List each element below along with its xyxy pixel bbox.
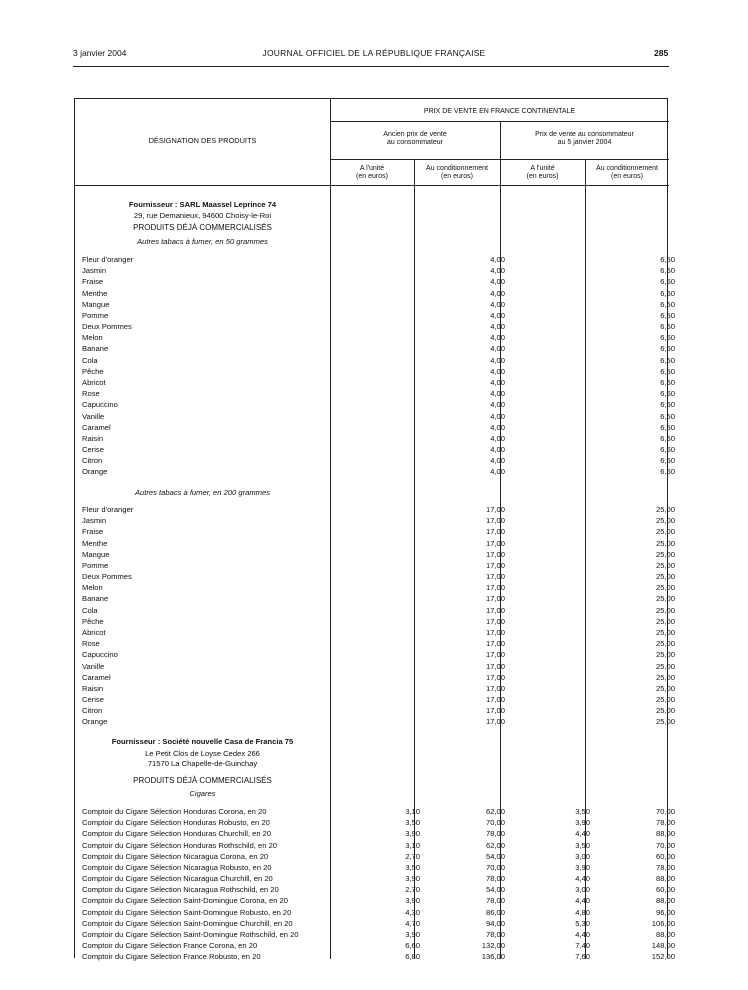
new-unit-price: 3,90	[575, 862, 590, 872]
old-package-price: 78,00	[485, 896, 505, 906]
old-unit-price: 6,60	[405, 941, 420, 951]
col-unite-line2: (en euros)	[356, 173, 388, 180]
table-row	[80, 907, 675, 918]
table-row	[80, 672, 675, 683]
new-package-price: 6,50	[660, 433, 675, 443]
product-status: PRODUITS DÉJÀ COMMERCIALISÉS	[133, 223, 272, 232]
header-divider	[330, 121, 669, 122]
old-package-price: 4,00	[490, 255, 505, 264]
old-package-price: 17,00	[485, 505, 505, 514]
product-designation: Mangue	[82, 549, 324, 560]
product-designation: Comptoir du Cigare Sélection Saint-Domingue Churchill, en 20	[82, 918, 324, 929]
old-unit-price: 3,50	[405, 862, 420, 872]
new-package-price: 25,00	[655, 549, 675, 559]
table-row	[80, 929, 675, 940]
table-row	[80, 683, 675, 694]
old-package-price: 4,00	[490, 344, 505, 354]
product-designation: Comptoir du Cigare Sélection Nicaragua Rothschild, en 20	[82, 884, 324, 895]
old-package-price: 4,00	[490, 400, 505, 410]
product-designation: Comptoir du Cigare Sélection France Corona, en 20	[82, 940, 324, 951]
new-package-price: 25,00	[655, 538, 675, 548]
table-row	[80, 817, 675, 828]
table-row	[80, 649, 675, 660]
old-package-price: 4,00	[490, 467, 505, 477]
table-row	[80, 884, 675, 895]
old-unit-price: 2,70	[405, 851, 420, 861]
product-designation: Fraise	[82, 276, 324, 287]
product-designation: Citron	[82, 705, 324, 716]
product-designation: Melon	[82, 332, 324, 343]
col-unite-ancien	[330, 165, 414, 181]
col-cond-line2: (en euros)	[441, 173, 473, 180]
issue-date: 3 janvier 2004	[73, 48, 127, 58]
table-row	[80, 840, 675, 851]
table-row	[80, 433, 675, 444]
new-package-price: 6,50	[660, 310, 675, 320]
product-designation: Jasmin	[82, 265, 324, 276]
table-row	[80, 444, 675, 455]
journal-title: JOURNAL OFFICIEL DE LA RÉPUBLIQUE FRANÇAISE	[262, 48, 486, 58]
new-package-price: 6,50	[660, 456, 675, 466]
new-package-price: 25,00	[655, 683, 675, 693]
old-package-price: 86,00	[485, 907, 505, 917]
table-row	[80, 705, 675, 716]
new-package-price: 25,00	[655, 505, 675, 514]
col-ancien-line1: Ancien prix de vente	[383, 131, 447, 138]
product-designation: Pomme	[82, 310, 324, 321]
new-unit-price: 4,40	[575, 829, 590, 839]
new-package-price: 148,00	[651, 941, 675, 951]
new-package-price: 6,50	[660, 277, 675, 287]
table-row	[80, 862, 675, 873]
table-row	[80, 254, 675, 265]
product-designation: Comptoir du Cigare Sélection Saint-Domingue Robusto, en 20	[82, 907, 324, 918]
old-package-price: 17,00	[485, 594, 505, 604]
table-row	[80, 571, 675, 582]
old-package-price: 17,00	[485, 650, 505, 660]
old-package-price: 17,00	[485, 661, 505, 671]
new-package-price: 60,00	[655, 851, 675, 861]
table-row	[80, 399, 675, 410]
product-designation: Vanille	[82, 661, 324, 672]
col-unite-line2: (en euros)	[526, 173, 559, 180]
table-row	[80, 288, 675, 299]
new-package-price: 88,00	[655, 829, 675, 839]
old-package-price: 136,00	[481, 952, 505, 962]
col-prix-vente: PRIX DE VENTE EN FRANCE CONTINENTALE	[423, 108, 576, 115]
table-row	[80, 851, 675, 862]
table-row	[80, 343, 675, 354]
old-package-price: 4,00	[490, 456, 505, 466]
product-designation: Rose	[82, 388, 324, 399]
old-package-price: 4,00	[490, 445, 505, 455]
new-package-price: 6,50	[660, 467, 675, 477]
new-unit-price: 7,40	[575, 941, 590, 951]
old-package-price: 17,00	[485, 616, 505, 626]
old-package-price: 4,00	[490, 310, 505, 320]
product-designation: Comptoir du Cigare Sélection Nicaragua Churchill, en 20	[82, 873, 324, 884]
supplier-name: Fournisseur : Société nouvelle Casa de Francia 75	[111, 737, 294, 746]
table-row	[80, 526, 675, 537]
table-row	[80, 918, 675, 929]
product-status: PRODUITS DÉJÀ COMMERCIALISÉS	[133, 776, 272, 785]
old-unit-price: 4,30	[405, 907, 420, 917]
new-package-price: 25,00	[655, 695, 675, 705]
table-row	[80, 593, 675, 604]
subcategory-heading: Autres tabacs à fumer, en 50 grammes	[137, 237, 268, 246]
table-row	[80, 694, 675, 705]
new-package-price: 6,50	[660, 389, 675, 399]
new-package-price: 6,50	[660, 400, 675, 410]
product-designation: Cola	[82, 355, 324, 366]
supplier-name: Fournisseur : SARL Maassel Leprince 74	[128, 200, 277, 209]
old-package-price: 78,00	[485, 829, 505, 839]
product-designation: Pêche	[82, 616, 324, 627]
subcategory-heading: Cigares	[189, 789, 216, 798]
table-row	[80, 455, 675, 466]
col-ancien-line2: au consommateur	[386, 139, 444, 146]
col-unite-line1: A l'unité	[530, 165, 555, 172]
product-designation: Deux Pommes	[82, 571, 324, 582]
product-designation: Banane	[82, 343, 324, 354]
col-ancien-prix	[330, 131, 500, 147]
table-row	[80, 828, 675, 839]
old-unit-price: 2,70	[405, 885, 420, 895]
product-designation: Comptoir du Cigare Sélection Saint-Domingue Corona, en 20	[82, 895, 324, 906]
old-package-price: 17,00	[485, 583, 505, 593]
old-unit-price: 3,10	[405, 840, 420, 850]
table-row	[80, 538, 675, 549]
product-designation: Pomme	[82, 560, 324, 571]
new-package-price: 6,50	[660, 299, 675, 309]
product-designation: Comptoir du Cigare Sélection France Robusto, en 20	[82, 951, 324, 962]
old-package-price: 54,00	[485, 885, 505, 895]
new-unit-price: 3,90	[575, 818, 590, 828]
subcategory-heading: Autres tabacs à fumer, en 200 grammes	[134, 488, 271, 497]
new-unit-price: 4,40	[575, 896, 590, 906]
old-package-price: 70,00	[485, 818, 505, 828]
header-divider	[330, 159, 669, 160]
table-row	[80, 504, 675, 515]
table-row	[80, 605, 675, 616]
old-package-price: 17,00	[485, 538, 505, 548]
new-package-price: 25,00	[655, 583, 675, 593]
product-designation: Pêche	[82, 366, 324, 377]
col-designation: DÉSIGNATION DES PRODUITS	[148, 136, 257, 145]
product-designation: Abricot	[82, 377, 324, 388]
product-designation: Comptoir du Cigare Sélection Honduras Corona, en 20	[82, 806, 324, 817]
old-package-price: 4,00	[490, 366, 505, 376]
new-unit-price: 7,60	[575, 952, 590, 962]
old-package-price: 17,00	[485, 549, 505, 559]
table-row	[80, 466, 675, 477]
product-designation: Comptoir du Cigare Sélection Honduras Rothschild, en 20	[82, 840, 324, 851]
table-row	[80, 582, 675, 593]
table-row	[80, 321, 675, 332]
col-unite-line1: A l'unité	[359, 165, 385, 172]
new-package-price: 25,00	[655, 717, 675, 727]
col-nouveau-line2: au 5 janvier 2004	[557, 139, 612, 146]
old-package-price: 4,00	[490, 411, 505, 421]
new-unit-price: 3,50	[575, 840, 590, 850]
header-bottom-rule	[75, 185, 669, 186]
new-package-price: 6,50	[660, 333, 675, 343]
table-row	[80, 560, 675, 571]
product-designation: Orange	[82, 466, 324, 477]
product-designation: Jasmin	[82, 515, 324, 526]
new-package-price: 25,00	[655, 605, 675, 615]
table-row	[80, 332, 675, 343]
old-package-price: 4,00	[490, 266, 505, 276]
new-unit-price: 5,30	[575, 918, 590, 928]
col-cond-nouveau	[585, 165, 669, 181]
product-designation: Comptoir du Cigare Sélection Nicaragua Robusto, en 20	[82, 862, 324, 873]
table-row	[80, 422, 675, 433]
old-package-price: 17,00	[485, 706, 505, 716]
old-package-price: 78,00	[485, 929, 505, 939]
new-package-price: 78,00	[655, 862, 675, 872]
old-package-price: 17,00	[485, 605, 505, 615]
old-package-price: 17,00	[485, 639, 505, 649]
new-package-price: 6,50	[660, 411, 675, 421]
new-unit-price: 4,80	[575, 907, 590, 917]
old-package-price: 17,00	[485, 560, 505, 570]
old-package-price: 17,00	[485, 672, 505, 682]
table-row	[80, 638, 675, 649]
old-package-price: 78,00	[485, 874, 505, 884]
product-designation: Capuccino	[82, 399, 324, 410]
old-unit-price: 3,90	[405, 896, 420, 906]
old-package-price: 4,00	[490, 377, 505, 387]
new-package-price: 6,50	[660, 255, 675, 264]
col-cond-line1: Au conditionnement	[426, 165, 488, 172]
old-package-price: 4,00	[490, 333, 505, 343]
new-package-price: 70,00	[655, 840, 675, 850]
new-package-price: 88,00	[655, 896, 675, 906]
new-package-price: 106,00	[651, 918, 675, 928]
new-unit-price: 4,40	[575, 874, 590, 884]
product-designation: Vanille	[82, 411, 324, 422]
new-package-price: 25,00	[655, 706, 675, 716]
new-package-price: 6,50	[660, 355, 675, 365]
product-designation: Menthe	[82, 538, 324, 549]
old-package-price: 17,00	[485, 695, 505, 705]
table-row	[80, 951, 675, 962]
product-designation: Caramel	[82, 422, 324, 433]
header-rule	[73, 66, 669, 67]
supplier-address-line1: Le Petit Clos de Loyse Cedex 266	[145, 749, 260, 758]
old-unit-price: 3,90	[405, 874, 420, 884]
new-package-price: 152,00	[651, 952, 675, 962]
old-package-price: 17,00	[485, 516, 505, 526]
product-designation: Comptoir du Cigare Sélection Nicaragua Corona, en 20	[82, 851, 324, 862]
new-package-price: 25,00	[655, 661, 675, 671]
new-package-price: 88,00	[655, 874, 675, 884]
new-package-price: 25,00	[655, 650, 675, 660]
new-package-price: 25,00	[655, 516, 675, 526]
page-header	[0, 48, 748, 62]
old-package-price: 17,00	[485, 717, 505, 727]
new-package-price: 25,00	[655, 594, 675, 604]
table-row	[80, 716, 675, 727]
table-row	[80, 515, 675, 526]
old-package-price: 54,00	[485, 851, 505, 861]
old-unit-price: 3,50	[405, 818, 420, 828]
product-designation: Raisin	[82, 683, 324, 694]
table-row	[80, 806, 675, 817]
product-designation: Menthe	[82, 288, 324, 299]
product-designation: Capuccino	[82, 649, 324, 660]
old-unit-price: 3,10	[405, 807, 420, 816]
old-package-price: 17,00	[485, 527, 505, 537]
new-unit-price: 4,40	[575, 929, 590, 939]
new-package-price: 70,00	[655, 807, 675, 816]
col-cond-line2: (en euros)	[611, 173, 643, 180]
table-row	[80, 366, 675, 377]
new-package-price: 78,00	[655, 818, 675, 828]
old-package-price: 17,00	[485, 683, 505, 693]
product-designation: Deux Pommes	[82, 321, 324, 332]
old-unit-price: 6,80	[405, 952, 420, 962]
product-designation: Citron	[82, 455, 324, 466]
new-unit-price: 3,00	[575, 851, 590, 861]
new-package-price: 6,50	[660, 377, 675, 387]
product-designation: Cola	[82, 605, 324, 616]
table-row	[80, 265, 675, 276]
old-package-price: 62,00	[485, 840, 505, 850]
product-designation: Rose	[82, 638, 324, 649]
product-designation: Orange	[82, 716, 324, 727]
table-row	[80, 310, 675, 321]
old-package-price: 4,00	[490, 288, 505, 298]
table-row	[80, 299, 675, 310]
col-cond-line1: Au conditionnement	[596, 165, 658, 172]
table-row	[80, 388, 675, 399]
table-row	[80, 377, 675, 388]
new-package-price: 6,50	[660, 344, 675, 354]
supplier-address-line2: 71570 La Chapelle-de-Guinchay	[147, 759, 258, 768]
table-row	[80, 616, 675, 627]
new-package-price: 25,00	[655, 572, 675, 582]
product-designation: Abricot	[82, 627, 324, 638]
new-package-price: 6,50	[660, 266, 675, 276]
old-package-price: 4,00	[490, 299, 505, 309]
old-package-price: 17,00	[485, 572, 505, 582]
old-unit-price: 3,90	[405, 929, 420, 939]
old-package-price: 4,00	[490, 322, 505, 332]
table-row	[80, 549, 675, 560]
col-nouveau-line1: Prix de vente au consommateur	[535, 131, 634, 138]
old-package-price: 4,00	[490, 389, 505, 399]
table-row	[80, 627, 675, 638]
table-row	[80, 873, 675, 884]
product-designation: Fleur d'oranger	[82, 254, 324, 265]
old-package-price: 4,00	[490, 355, 505, 365]
new-package-price: 96,00	[655, 907, 675, 917]
table-row	[80, 411, 675, 422]
new-package-price: 25,00	[655, 560, 675, 570]
product-designation: Melon	[82, 582, 324, 593]
old-package-price: 4,00	[490, 433, 505, 443]
table-row	[80, 661, 675, 672]
product-designation: Comptoir du Cigare Sélection Saint-Domingue Rothschild, en 20	[82, 929, 324, 940]
new-package-price: 6,50	[660, 422, 675, 432]
product-designation: Cerise	[82, 694, 324, 705]
new-package-price: 25,00	[655, 616, 675, 626]
new-package-price: 25,00	[655, 672, 675, 682]
new-package-price: 25,00	[655, 527, 675, 537]
new-unit-price: 3,00	[575, 885, 590, 895]
new-package-price: 6,50	[660, 445, 675, 455]
table-row	[80, 940, 675, 951]
old-package-price: 62,00	[485, 807, 505, 816]
new-package-price: 6,50	[660, 366, 675, 376]
old-package-price: 94,00	[485, 918, 505, 928]
table-row	[80, 276, 675, 287]
new-package-price: 60,00	[655, 885, 675, 895]
new-package-price: 6,50	[660, 322, 675, 332]
table-row	[80, 355, 675, 366]
product-designation: Fraise	[82, 526, 324, 537]
old-unit-price: 4,70	[405, 918, 420, 928]
product-designation: Fleur d'oranger	[82, 504, 324, 515]
old-package-price: 132,00	[481, 941, 505, 951]
old-package-price: 4,00	[490, 277, 505, 287]
old-package-price: 17,00	[485, 627, 505, 637]
product-designation: Comptoir du Cigare Sélection Honduras Churchill, en 20	[82, 828, 324, 839]
product-designation: Banane	[82, 593, 324, 604]
price-table	[74, 98, 675, 962]
old-unit-price: 3,90	[405, 829, 420, 839]
product-designation: Mangue	[82, 299, 324, 310]
new-unit-price: 3,50	[575, 807, 590, 816]
product-designation: Cerise	[82, 444, 324, 455]
old-package-price: 70,00	[485, 862, 505, 872]
new-package-price: 25,00	[655, 627, 675, 637]
page-number: 285	[654, 48, 669, 58]
product-designation: Raisin	[82, 433, 324, 444]
supplier-address: 29, rue Demanieux, 94600 Choisy-le-Roi	[133, 211, 272, 220]
col-cond-ancien	[414, 165, 500, 181]
new-package-price: 25,00	[655, 639, 675, 649]
col-nouveau-prix	[500, 131, 669, 147]
new-package-price: 88,00	[655, 929, 675, 939]
product-designation: Comptoir du Cigare Sélection Honduras Robusto, en 20	[82, 817, 324, 828]
col-unite-nouveau	[500, 165, 585, 181]
product-designation: Caramel	[82, 672, 324, 683]
old-package-price: 4,00	[490, 422, 505, 432]
new-package-price: 6,50	[660, 288, 675, 298]
table-row	[80, 895, 675, 906]
